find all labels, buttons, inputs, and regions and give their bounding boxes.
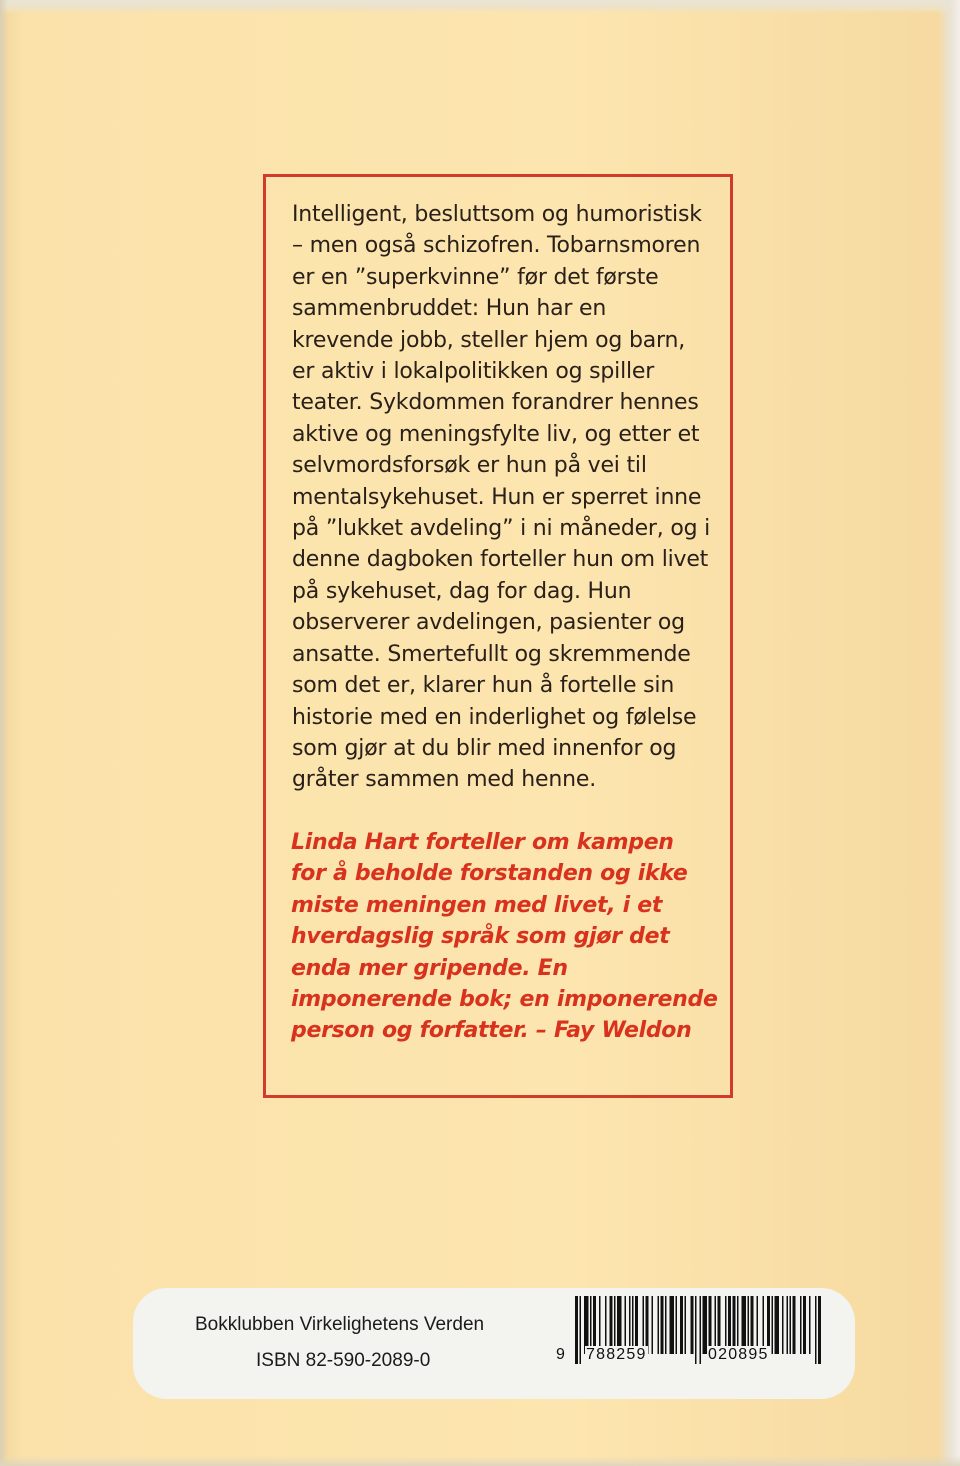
blurb-line: er en ”superkvinne” før det første (292, 264, 659, 290)
blurb-line: er aktiv i lokalpolitikken og spiller (292, 359, 655, 385)
blurb-line: teater. Sykdommen forandrer hennes (292, 390, 699, 416)
cover-bottom-edge (0, 1456, 960, 1466)
blurb-line: mentalsykehuset. Hun er sperret inne (292, 484, 702, 510)
barcode-bar (661, 1296, 664, 1354)
blurb-line: denne dagboken forteller hun om livet (292, 547, 709, 573)
blurb-line: sammenbruddet: Hun har en (292, 296, 607, 322)
blurb-line: på sykehuset, dag for dag. Hun (292, 578, 632, 604)
barcode-bar (670, 1296, 675, 1354)
quote-line: Linda Hart forteller om kampen (291, 830, 674, 855)
isbn-barcode (556, 1296, 823, 1376)
blurb-line: Intelligent, besluttsom og humoristisk (292, 202, 702, 227)
isbn-number: ISBN 82-590-2089-0 (256, 1350, 431, 1371)
barcode-bar (790, 1296, 792, 1354)
barcode-first-digit: 9 (556, 1346, 567, 1363)
blurb-line: krevende jobb, steller hjem og barn, (292, 327, 686, 353)
barcode-bar (580, 1296, 582, 1364)
blurb-paragraph (292, 199, 722, 796)
publisher-name: Bokklubben Virkelighetens Verden (195, 1314, 485, 1335)
barcode-bar (665, 1296, 667, 1354)
blurb-line: som gjør at du blir med innenfor og (292, 735, 677, 761)
barcode-bar (658, 1296, 660, 1354)
barcode-left-group: 788259 (586, 1346, 647, 1363)
barcode-bar (685, 1296, 687, 1354)
blurb-line: historie med en inderlighet og følelse (292, 704, 697, 730)
barcode-bar (818, 1296, 821, 1364)
barcode-bar (800, 1296, 802, 1354)
quote-line: miste meningen med livet, i et (291, 892, 663, 918)
barcode-bar (575, 1296, 578, 1364)
quote-line: imponerende bok; en imponerende (291, 987, 718, 1013)
blurb-line: gråter sammen med henne. (292, 767, 596, 793)
barcode-bar (793, 1296, 796, 1354)
blurb-line: selvmordsforsøk er hun på vei til (292, 453, 647, 479)
barcode-bar (775, 1296, 780, 1354)
barcode-bar (691, 1296, 694, 1354)
blurb-line: ansatte. Smertefullt og skremmende (292, 641, 691, 667)
barcode-bar (676, 1296, 678, 1354)
barcode-bar (815, 1296, 817, 1364)
barcode-bar (680, 1296, 683, 1354)
barcode-bar (772, 1296, 774, 1354)
barcode-right-group: 020895 (708, 1346, 769, 1363)
cover-right-edge (938, 0, 960, 1466)
barcode-bar (700, 1296, 702, 1364)
barcode-bar (803, 1296, 806, 1354)
barcode-bar (695, 1296, 697, 1364)
barcode-bar (809, 1296, 811, 1354)
quote-line: enda mer gripende. En (291, 955, 568, 981)
blurb-line: som det er, klarer hun å fortelle sin (292, 673, 675, 699)
blurb-line: aktive og meningsfylte liv, og etter et (292, 421, 700, 447)
blurb-line: – men også schizofren. Tobarnsmoren (292, 233, 701, 259)
blurb-frame (263, 174, 733, 1098)
cover-left-edge (0, 0, 8, 1466)
blurb-line: observerer avdelingen, pasienter og (292, 610, 685, 636)
blurb-line: på ”lukket avdeling” i ni måneder, og i (292, 516, 711, 542)
cover-top-edge (0, 0, 960, 14)
quote-line: person og forfatter. – Fay Weldon (291, 1018, 692, 1044)
barcode-bar (787, 1296, 789, 1354)
quote-line: hverdagslig språk som gjør det (291, 924, 670, 950)
review-quote (291, 827, 721, 1047)
barcode-bar (782, 1296, 784, 1354)
quote-line: for å beholde forstanden og ikke (291, 861, 688, 887)
barcode-bar (652, 1296, 654, 1354)
publisher-panel (133, 1288, 855, 1399)
